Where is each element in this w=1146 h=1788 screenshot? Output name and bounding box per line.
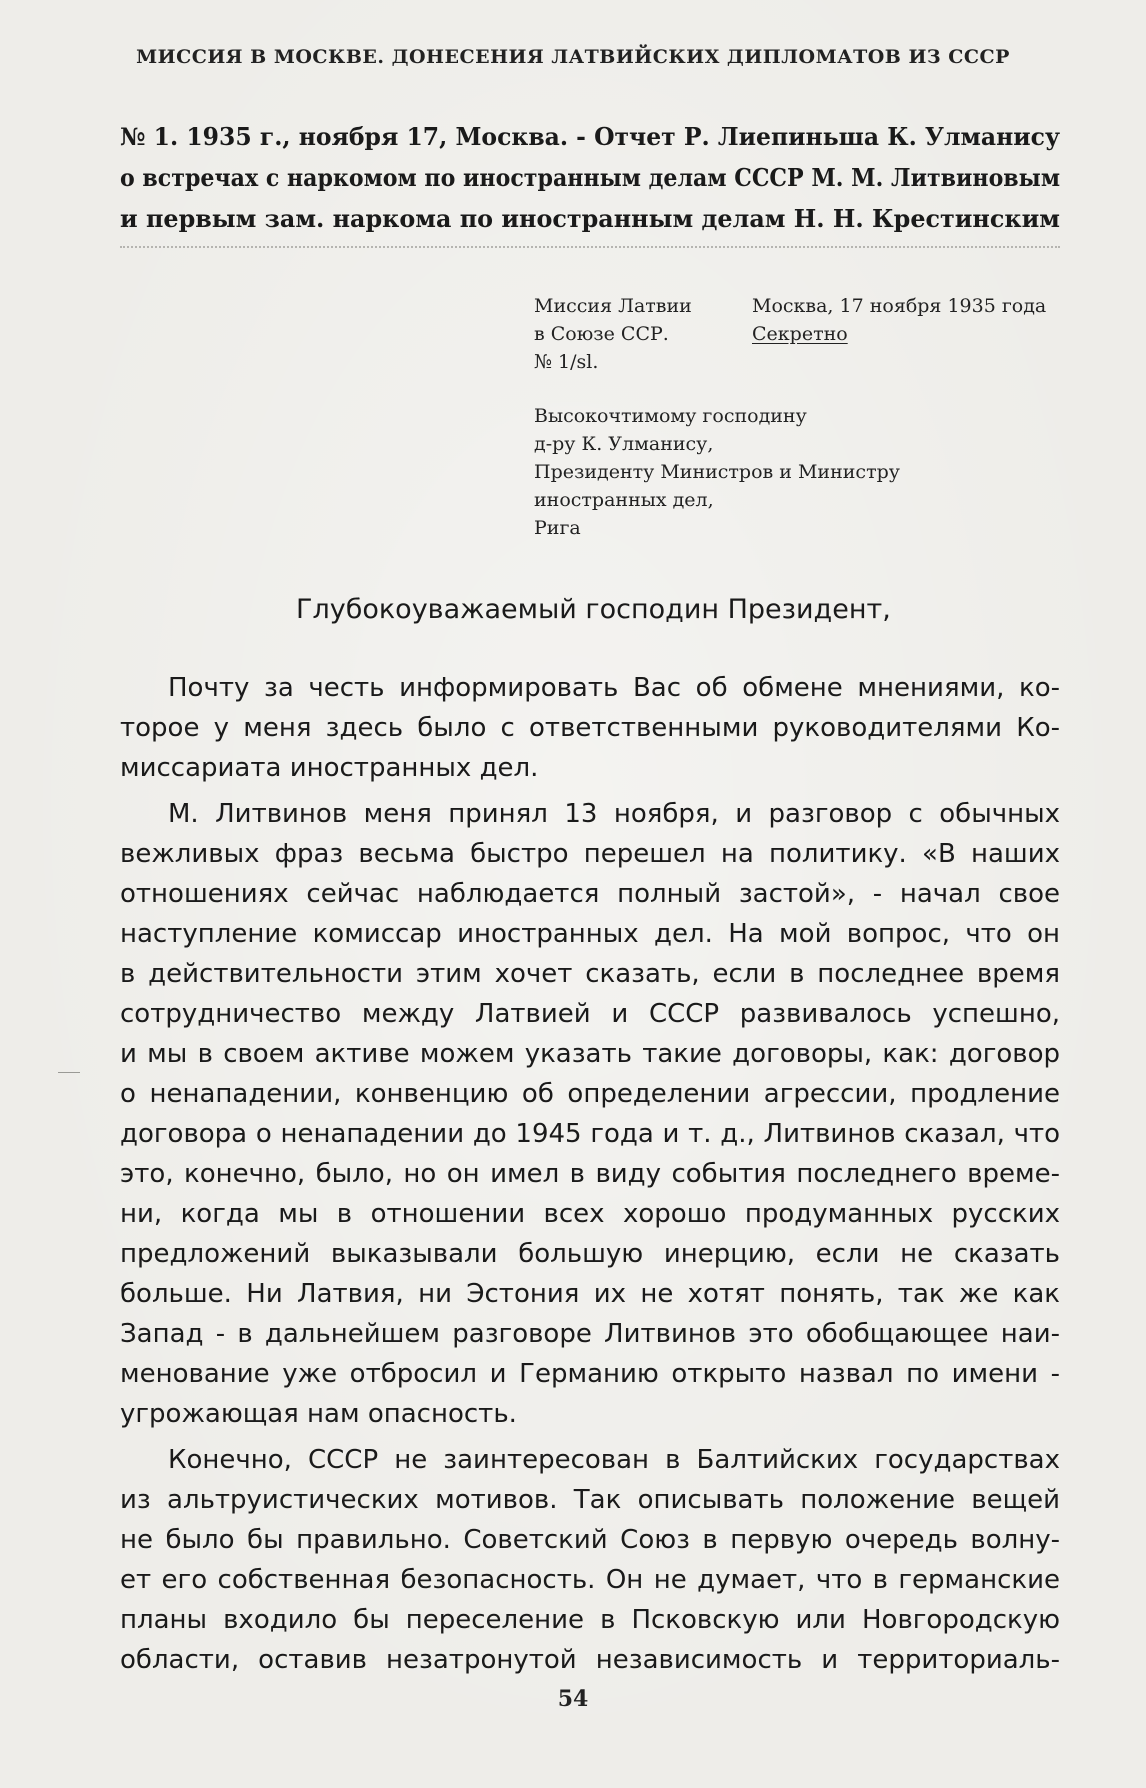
- paragraph: [120, 668, 1060, 788]
- document-title: [120, 116, 1060, 239]
- sender-block: [534, 292, 744, 376]
- text-line: торое у меня здесь было с ответственными руководителями Ко-: [120, 713, 1060, 743]
- text-line: вежливых фраз весьма быстро перешел на политику. «В наших: [120, 839, 1060, 869]
- text-line: менование уже отбросил и Германию открыто назвал по имени -: [120, 1359, 1060, 1389]
- text-line: больше. Ни Латвия, ни Эстония их не хотят понять, так же как: [120, 1279, 1060, 1309]
- text-line: Конечно, СССР не заинтересован в Балтийских государствах: [168, 1445, 1060, 1475]
- document-title-line: о встречах с наркомом по иностранным делам СССР М. М. Литвиновым: [120, 163, 1061, 192]
- text-line: из альтруистических мотивов. Так описывать положение вещей: [120, 1485, 1060, 1515]
- text-line: планы входило бы переселение в Псковскую или Новгородскую: [120, 1605, 1060, 1635]
- paragraph: [120, 1440, 1060, 1680]
- addressee-line: иностранных дел,: [534, 489, 714, 511]
- addressee-line: Президенту Министров и Министру: [534, 461, 900, 483]
- text-line: не было бы правильно. Советский Союз в первую очередь волну-: [120, 1525, 1060, 1555]
- addressee-line: Высокочтимому господину: [534, 405, 807, 427]
- document-title-line: и первым зам. наркома по иностранным делам Н. Н. Крестинским: [120, 204, 1060, 233]
- page-number: 54: [557, 1686, 589, 1712]
- addressee-line: д-ру К. Улманису,: [534, 433, 714, 455]
- text-line: о ненападении, конвенцию об определении агрессии, продление: [120, 1079, 1060, 1109]
- addressee-line: Рига: [534, 517, 581, 539]
- text-line: и мы в своем активе можем указать такие договоры, как: договор: [120, 1039, 1060, 1069]
- text-line: отношениях сейчас наблюдается полный застой», - начал свое: [120, 879, 1060, 909]
- text-line: предложений выказывали большую инерцию, если не сказать: [120, 1239, 1060, 1269]
- sender-line: в Союзе ССР.: [534, 323, 669, 345]
- text-line: ет его собственная безопасность. Он не думает, что в германские: [120, 1565, 1060, 1595]
- dotted-divider: [120, 246, 1060, 248]
- sender-line: Миссия Латвии: [534, 295, 692, 317]
- text-line: ни, когда мы в отношении всех хорошо продуманных русских: [120, 1199, 1060, 1229]
- date-block: [752, 292, 1072, 348]
- place-date: Москва, 17 ноября 1935 года: [752, 295, 1047, 317]
- letter-body: [120, 668, 1060, 1686]
- text-line: наступление комиссар иностранных дел. На мой вопрос, что он: [120, 919, 1060, 949]
- text-line: в действительности этим хочет сказать, если в последнее время: [120, 959, 1060, 989]
- paragraph: [120, 794, 1060, 1434]
- text-line: договора о ненападении до 1945 года и т. д., Литвинов сказал, что: [120, 1119, 1060, 1149]
- sender-line: № 1/sl.: [534, 351, 599, 373]
- text-line: М. Литвинов меня принял 13 ноября, и разговор с обычных: [168, 799, 1060, 829]
- text-line: сотрудничество между Латвией и СССР развивалось успешно,: [120, 999, 1060, 1029]
- text-line: это, конечно, было, но он имел в виду события последнего време-: [120, 1159, 1060, 1189]
- addressee-block: [534, 402, 1054, 542]
- margin-mark: [58, 1072, 80, 1073]
- classification-mark: Секретно: [752, 323, 848, 345]
- text-line: Почту за честь информировать Вас об обмене мнениями, ко-: [168, 673, 1060, 703]
- running-head: МИССИЯ В МОСКВЕ. ДОНЕСЕНИЯ ЛАТВИЙСКИХ ДИПЛОМАТОВ ИЗ СССР: [136, 46, 1010, 68]
- salutation: Глубокоуважаемый господин Президент,: [296, 594, 891, 625]
- text-line: угрожающая нам опасность.: [120, 1399, 517, 1429]
- text-line: области, оставив незатронутой независимость и территориаль-: [120, 1645, 1060, 1675]
- document-title-line: № 1. 1935 г., ноября 17, Москва. - Отчет Р. Лиепиньша К. Улманису: [120, 122, 1061, 151]
- text-line: Запад - в дальнейшем разговоре Литвинов это обобщающее наи-: [120, 1319, 1060, 1349]
- text-line: миссариата иностранных дел.: [120, 753, 539, 783]
